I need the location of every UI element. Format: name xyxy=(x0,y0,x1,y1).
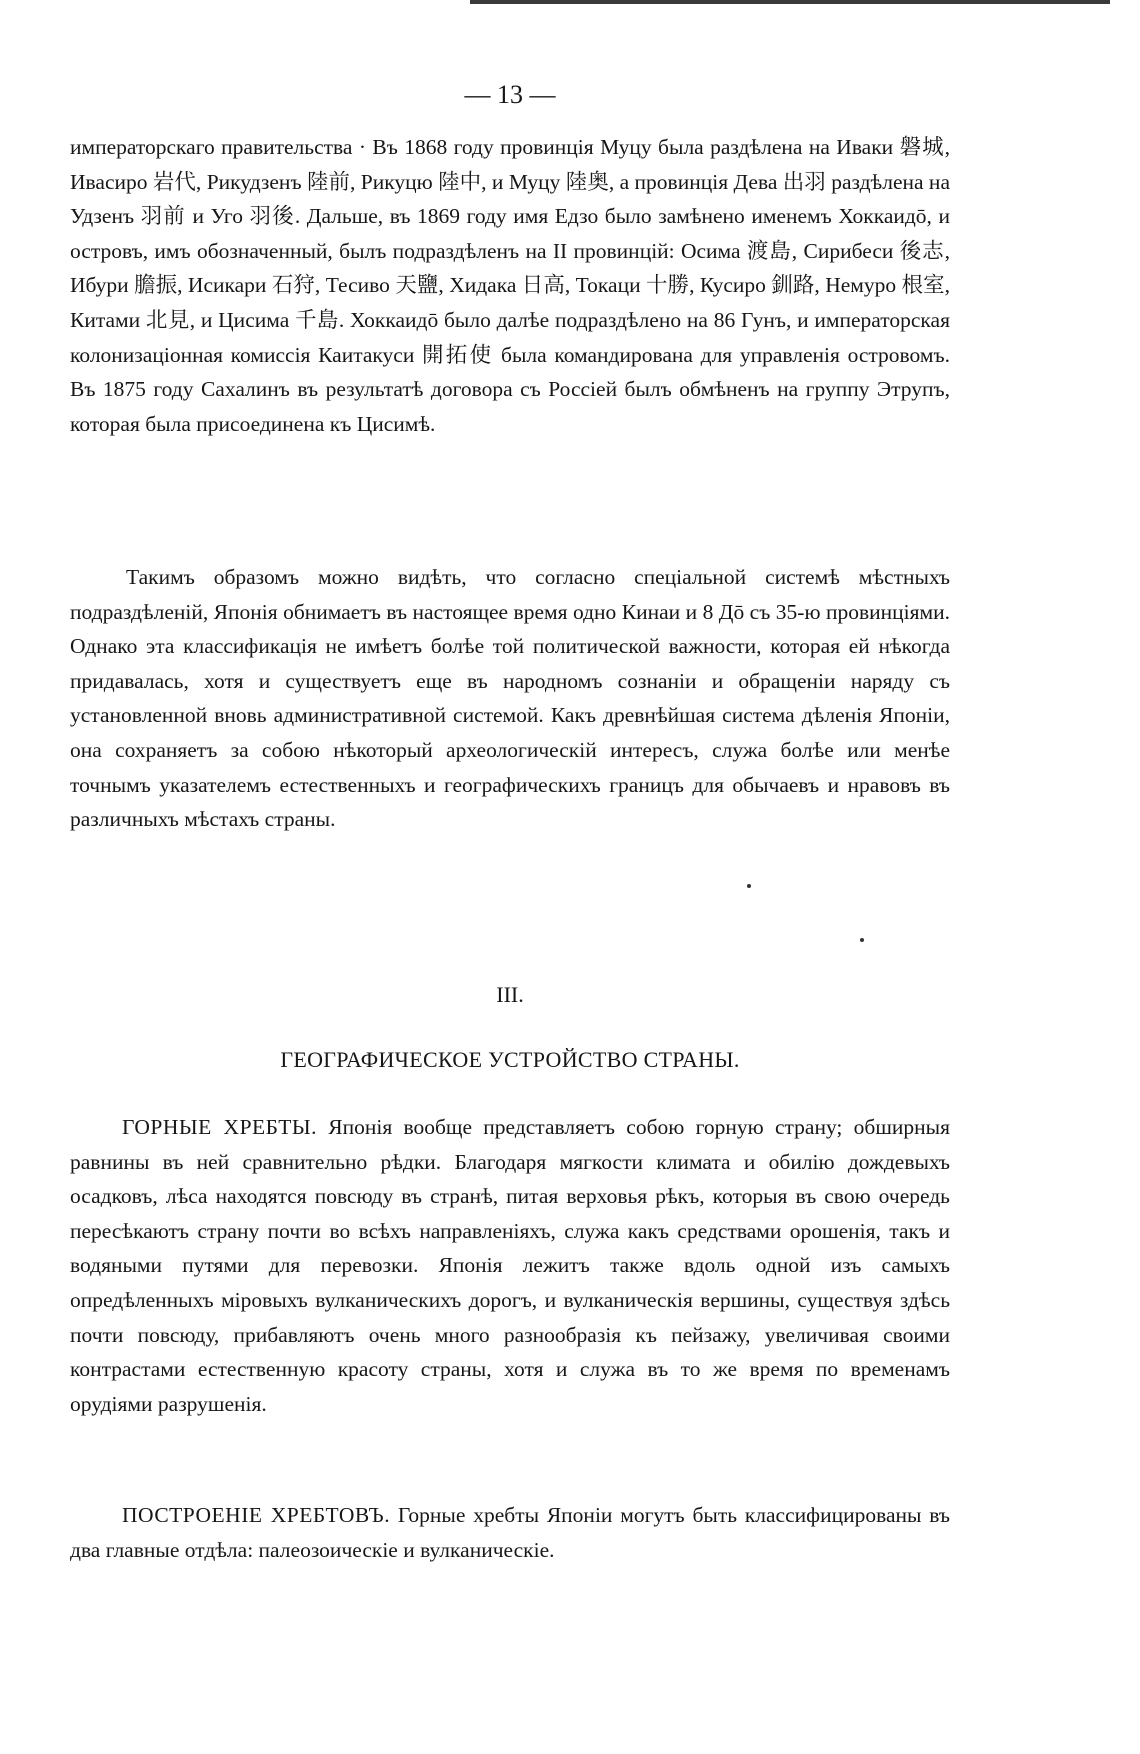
paragraph-provinces-text: императорскаго правительства · Въ 1868 году провинція Муцу была раздѣлена на Иваки 磐城, Ивасиро 岩代, Рикудзенъ 陸前, Рикуцю 陸中, и Муцу 陸奥, а провинція Дева 出羽 раздѣлена на Удзенъ 羽前 и Уго 羽後. Дальше, въ 1869 году имя Едзо было замѣнено именемъ Хоккаидō, и островъ, имъ обозначенный, былъ подраздѣленъ на II провинцій: Осима 渡島, Сирибеси 後志, Ибури 膽振, Исикари 石狩, Тесиво 天鹽, Хидака 日高, Токаци 十勝, Кусиро 釧路, Немуро 根室, Китами 北見, и Цисима 千島. Хоккаидō было далѣе подраздѣлено на 86 Гунъ, и императорская колонизаціонная комиссія Каитакуси 開拓使 была командирована для управленія островомъ. Въ 1875 году Сахалинъ въ результатѣ договора съ Россіей былъ обмѣненъ на группу Этрупъ, которая была присоединена къ Цисимѣ. xyxy=(70,135,950,436)
page-number: — 13 — xyxy=(464,80,556,109)
run-in-heading-range-structure: ПОСТРОЕНІЕ ХРЕБТОВЪ. xyxy=(122,1503,391,1527)
paragraph-classification xyxy=(70,560,950,837)
paragraph-provinces xyxy=(70,130,950,441)
scan-top-edge xyxy=(470,0,1110,4)
paragraph-range-structure xyxy=(70,1498,950,1567)
paragraph-mountain-ranges-text: Японія вообще представляетъ собою горную страну; обширныя равнины въ ней сравнительно рѣдки. Благодаря мягкости климата и обилію дождевыхъ осадковъ, лѣса находятся повсюду въ странѣ, питая верховья рѣкъ, которыя въ свою очередь пересѣкаютъ страну почти во всѣхъ направленіяхъ, служа какъ средствами орошенія, такъ и водяными путями для перевозки. Японія лежитъ также вдоль одной изъ самыхъ опредѣленныхъ міровыхъ вулканическихъ дорогъ, и вулканическія вершины, существуя здѣсь почти повсюду, прибавляютъ очень много разнообразія къ пейзажу, увеличивая своими контрастами естественную красоту страны, хотя и служа въ то же время по временамъ орудіями разрушенія. xyxy=(70,1115,951,1416)
section-title: ГЕОГРАФИЧЕСКОЕ УСТРОЙСТВО СТРАНЫ. xyxy=(280,1047,740,1072)
scan-speck xyxy=(747,884,751,888)
paragraph-range-structure-text: Горные хребты Японіи могутъ быть классифицированы въ два главные отдѣла: палеозоическіе и вулканическіе. xyxy=(70,1503,950,1562)
paragraph-range-structure-body xyxy=(70,1498,950,1567)
run-in-heading-mountain-ranges: ГОРНЫЕ ХРЕБТЫ. xyxy=(122,1115,317,1139)
scan-speck xyxy=(860,938,864,942)
section-number: III. xyxy=(496,982,524,1007)
paragraph-classification-text: Такимъ образомъ можно видѣть, что согласно спеціальной системѣ мѣстныхъ подраздѣленій, Японія обнимаетъ въ настоящее время одно Кинаи и 8 Дō съ 35-ю провинціями. Однако эта классификація не имѣетъ болѣе той политической важности, которая ей нѣкогда придавалась, хотя и существуетъ еще въ народномъ сознаніи и обращеніи наряду съ установленной вновь административной системой. Какъ древнѣйшая система дѣленія Японіи, она сохраняетъ за собою нѣкоторый археологическій интересъ, служа болѣе или менѣе точнымъ указателемъ естественныхъ и географическихъ границъ для обычаевъ и нравовъ въ различныхъ мѣстахъ страны. xyxy=(70,565,950,832)
paragraph-mountain-ranges xyxy=(70,1110,950,1421)
paragraph-mountain-ranges-body xyxy=(70,1110,950,1421)
